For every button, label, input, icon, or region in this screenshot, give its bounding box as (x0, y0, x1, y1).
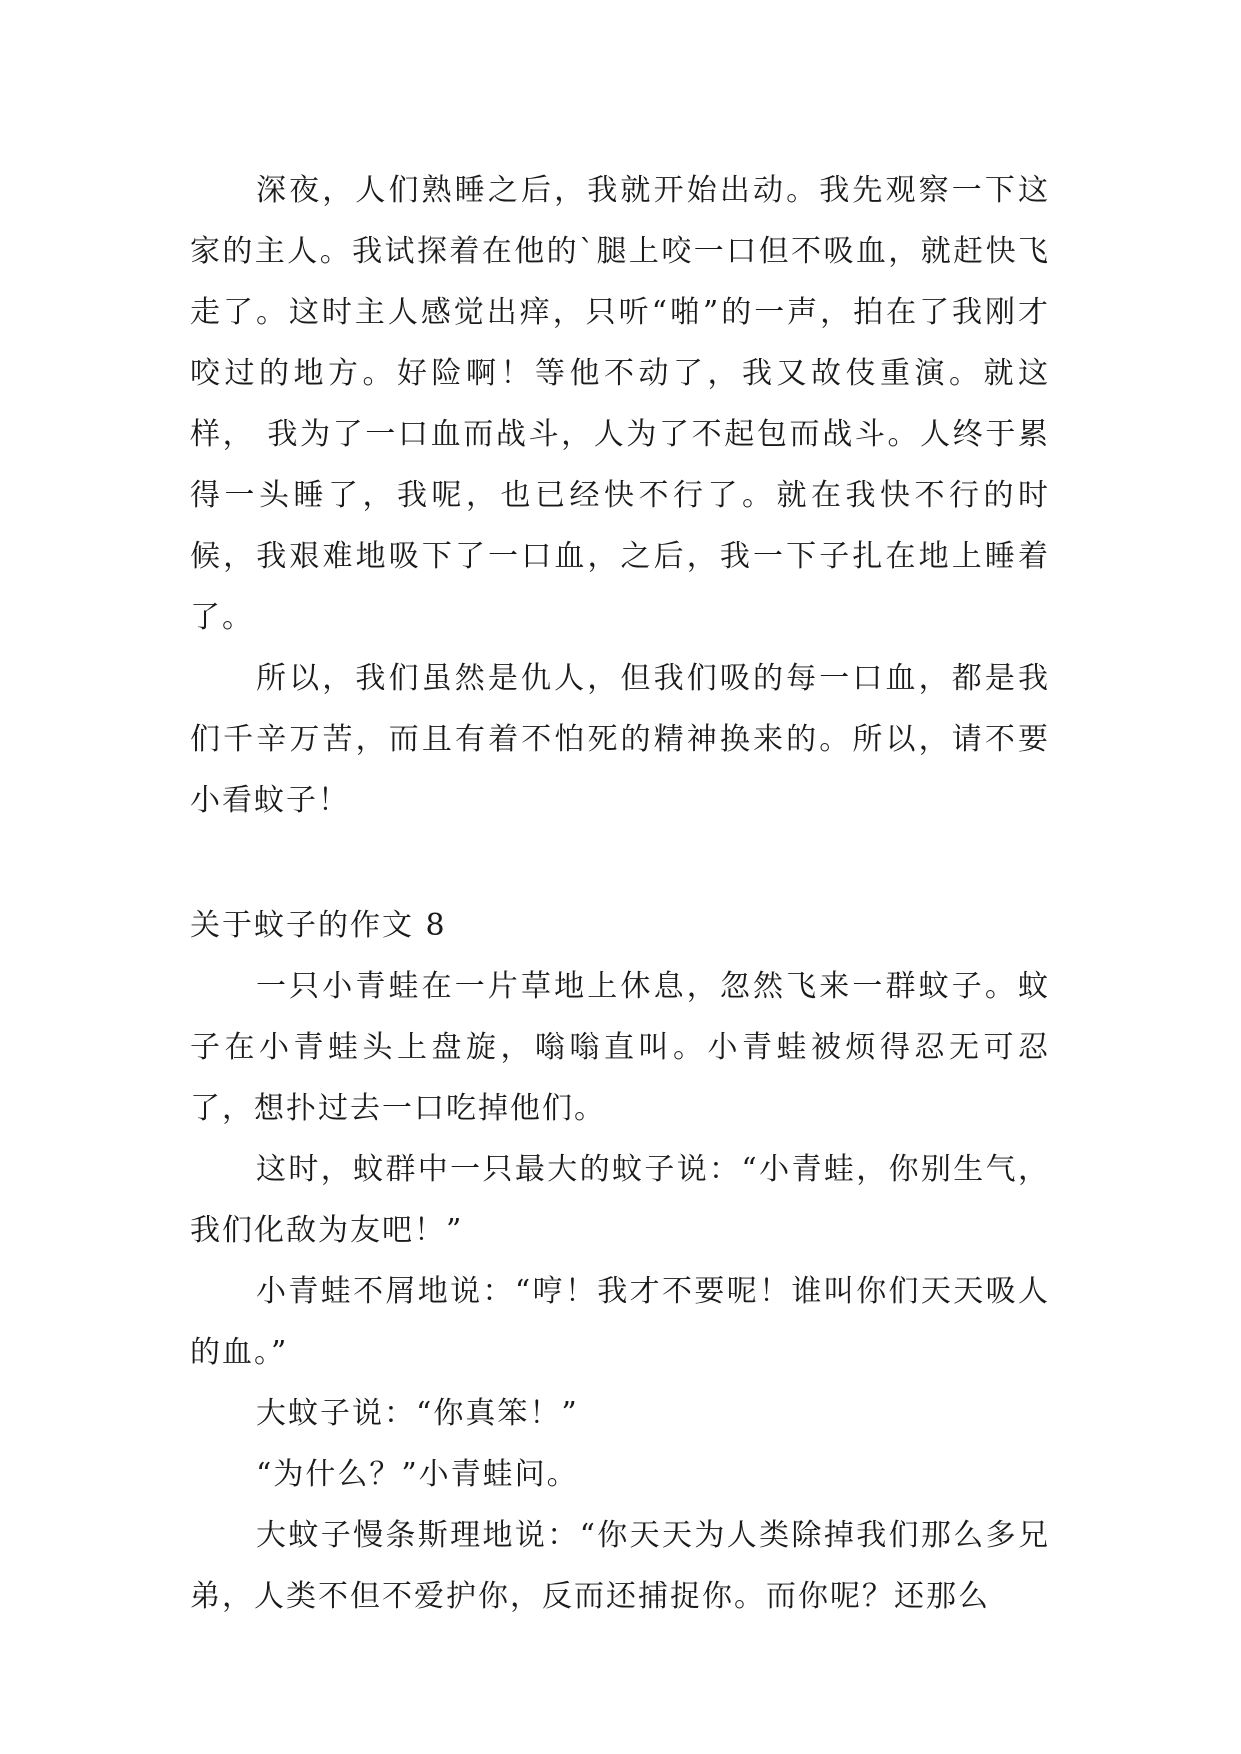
paragraph: 深夜，人们熟睡之后，我就开始出动。我先观察一下这家的主人。我试探着在他的`腿上咬一口但不吸血，就赶快飞走了。这时主人感觉出痒，只听“啪”的一声，拍在了我刚才咬过的地方。好险啊！等他不动了，我又故伎重演。就这样， 我为了一口血而战斗，人为了不起包而战斗。人终于累得一头睡了，我呢，也已经快不行了。就在我快不行的时候，我艰难地吸下了一口血，之后，我一下子扎在地上睡着了。 (190, 173, 1050, 635)
paragraph: 一只小青蛙在一片草地上休息，忽然飞来一群蚊子。蚊子在小青蛙头上盘旋，嗡嗡直叫。小青蛙被烦得忍无可忍了，想扑过去一口吃掉他们。 (190, 969, 1050, 1126)
document-body (190, 160, 1050, 1627)
paragraph: 所以，我们虽然是仇人，但我们吸的每一口血，都是我们千辛万苦，而且有着不怕死的精神换来的。所以，请不要小看蚊子！ (190, 661, 1050, 818)
section-title: 关于蚊子的作文 8 (190, 908, 447, 943)
paragraph: 小青蛙不屑地说：“哼！我才不要呢！谁叫你们天天吸人的血。” (190, 1274, 1050, 1370)
paragraph: 这时，蚊群中一只最大的蚊子说：“小青蛙，你别生气，我们化敌为友吧！” (190, 1152, 1050, 1248)
paragraph: 大蚊子说：“你真笨！” (256, 1396, 579, 1431)
paragraph: “为什么？”小青蛙问。 (256, 1457, 579, 1492)
paragraph: 大蚊子慢条斯理地说：“你天天为人类除掉我们那么多兄弟，人类不但不爱护你，反而还捕捉你。而你呢？还那么 (190, 1518, 1050, 1614)
